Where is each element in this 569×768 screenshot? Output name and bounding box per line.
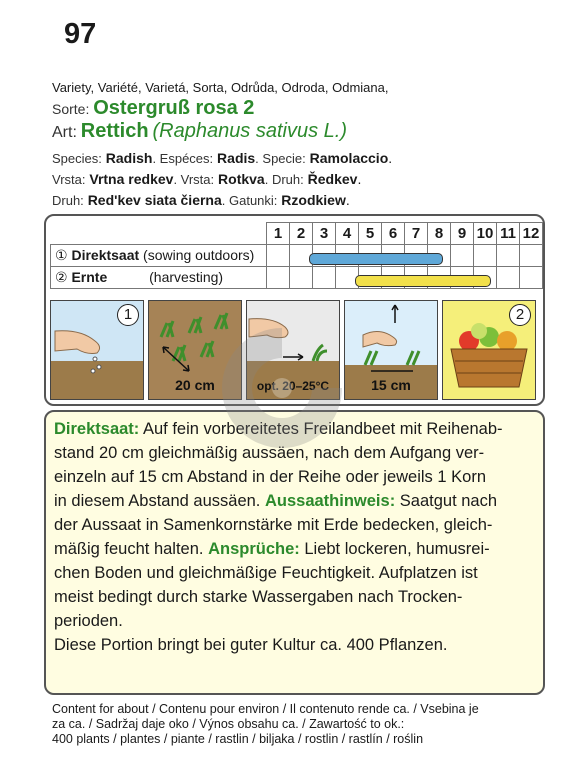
harvest-row-label	[51, 267, 267, 289]
row-spacing-picture	[148, 300, 242, 400]
species-en: Radish	[105, 150, 153, 166]
species-sk: Red'kev siata čierna	[87, 192, 222, 208]
instruction-pictures	[50, 300, 540, 400]
instruction-line: perioden.	[54, 612, 123, 630]
month-label: 4	[336, 223, 359, 245]
harvest-number: ②	[55, 269, 68, 285]
month-label: 1	[267, 223, 290, 245]
species-it-label: . Specie:	[255, 151, 306, 166]
species-label: Species:	[52, 151, 102, 166]
month-label: 10	[474, 223, 497, 245]
instruction-line: meist bedingt durch starke Wassergaben nach Trocken-	[54, 588, 463, 606]
sowing-name: Direktsaat	[71, 247, 140, 263]
sorte-label: Sorte:	[52, 101, 90, 117]
direktsaat-heading: Direktsaat:	[54, 420, 140, 438]
content-footer	[52, 702, 479, 747]
species-line-1	[52, 149, 552, 168]
instruction-line: chen Boden und gleichmäßige Feuchtigkeit. Aufplatzen ist	[54, 564, 478, 582]
variety-line: Variety, Variété, Varietá, Sorta, Odrůda, Odroda, Odmiana,	[52, 80, 389, 95]
species-line-3	[52, 191, 552, 210]
species-fr: Radis	[217, 150, 256, 166]
species-pl-label: . Gatunki:	[221, 193, 278, 208]
species-hr: Rotkva	[218, 171, 265, 187]
month-label: 5	[359, 223, 382, 245]
month-label: 11	[497, 223, 520, 245]
species-dot: .	[388, 150, 393, 166]
plant-spacing-label: 15 cm	[371, 377, 411, 393]
sowing-note: (sowing outdoors)	[143, 247, 255, 263]
calendar-row-sowing	[51, 245, 543, 267]
harvest-period-bar	[355, 275, 491, 287]
species-hr-label: . Vrsta:	[173, 172, 215, 187]
species-cz: Ředkev	[307, 171, 358, 187]
instruction-line: mäßig feucht halten. Ansprüche: Liebt lockeren, humusrei-	[54, 540, 490, 558]
month-label: 12	[520, 223, 543, 245]
harvest-basket-picture	[442, 300, 536, 400]
footer-line-1: Content for about / Contenu pour environ / Il contenuto rende ca. / Vsebina je	[52, 702, 479, 716]
sowing-calendar	[44, 214, 545, 406]
sowing-row-label	[51, 245, 267, 267]
footer-line-2: za ca. / Sadržaj daje oko / Výnos obsahu ca. / Zawartość to ok.:	[52, 717, 405, 731]
footer-line-3: 400 plants / plantes / piante / rastlin / biljaka / rostlin / rastlín / roślin	[52, 732, 424, 746]
instruction-line: in diesem Abstand aussäen. Aussaathinweis: Saatgut nach	[54, 492, 498, 510]
art-name: Rettich	[80, 120, 149, 142]
harvest-note: (harvesting)	[149, 269, 224, 285]
month-label: 2	[290, 223, 313, 245]
instruction-line: einzeln auf 15 cm Abstand in der Reihe oder jeweils 1 Korn	[54, 468, 487, 486]
instruction-line: Direktsaat: Auf fein vorbereitetes Freilandbeet mit Reihenab-	[54, 420, 503, 438]
sowing-hand-picture	[50, 300, 144, 400]
month-label: 8	[428, 223, 451, 245]
portion-line: Diese Portion bringt bei guter Kultur ca. 400 Pflanzen.	[54, 636, 448, 654]
month-label: 7	[405, 223, 428, 245]
art-line	[52, 122, 552, 142]
species-si-label: Vrsta:	[52, 172, 86, 187]
month-label: 3	[313, 223, 336, 245]
row-spacing-label: 20 cm	[175, 377, 215, 393]
calendar-months-row	[51, 223, 543, 245]
species-dot: .	[345, 192, 350, 208]
species-cz-label: . Druh:	[264, 172, 304, 187]
aussaathinweis-heading: Aussaathinweis:	[264, 492, 396, 510]
month-label: 6	[382, 223, 405, 245]
species-pl: Rzodkiew	[281, 192, 346, 208]
page-number: 97	[64, 18, 97, 50]
species-line-2	[52, 170, 552, 189]
sowing-number: ①	[55, 247, 68, 263]
species-dot: .	[357, 171, 362, 187]
instruction-line: der Aussaat in Samenkornstärke mit Erde bedecken, gleich-	[54, 516, 493, 534]
sorte-line	[52, 99, 552, 118]
art-latin: (Raphanus sativus L.)	[152, 120, 348, 142]
thinning-picture	[344, 300, 438, 400]
species-fr-label: . Espéces:	[152, 151, 214, 166]
sowing-period-bar	[309, 253, 443, 265]
variety-name: Ostergruß rosa 2	[93, 97, 255, 119]
germination-temperature-picture	[246, 300, 340, 400]
art-label: Art:	[52, 124, 77, 141]
instruction-line: stand 20 cm gleichmäßig aussäen, nach dem Aufgang ver-	[54, 444, 485, 462]
species-si: Vrtna redkev	[89, 171, 174, 187]
month-label: 9	[451, 223, 474, 245]
instructions-text-box	[44, 410, 545, 695]
species-it: Ramolaccio	[309, 150, 389, 166]
species-sk-label: Druh:	[52, 193, 84, 208]
picture-number-2: 2	[509, 304, 531, 326]
ansprueche-heading: Ansprüche:	[208, 540, 300, 558]
harvest-name: Ernte	[71, 269, 108, 285]
temperature-label: opt. 20–25°C	[256, 379, 330, 393]
picture-number-1: 1	[117, 304, 139, 326]
